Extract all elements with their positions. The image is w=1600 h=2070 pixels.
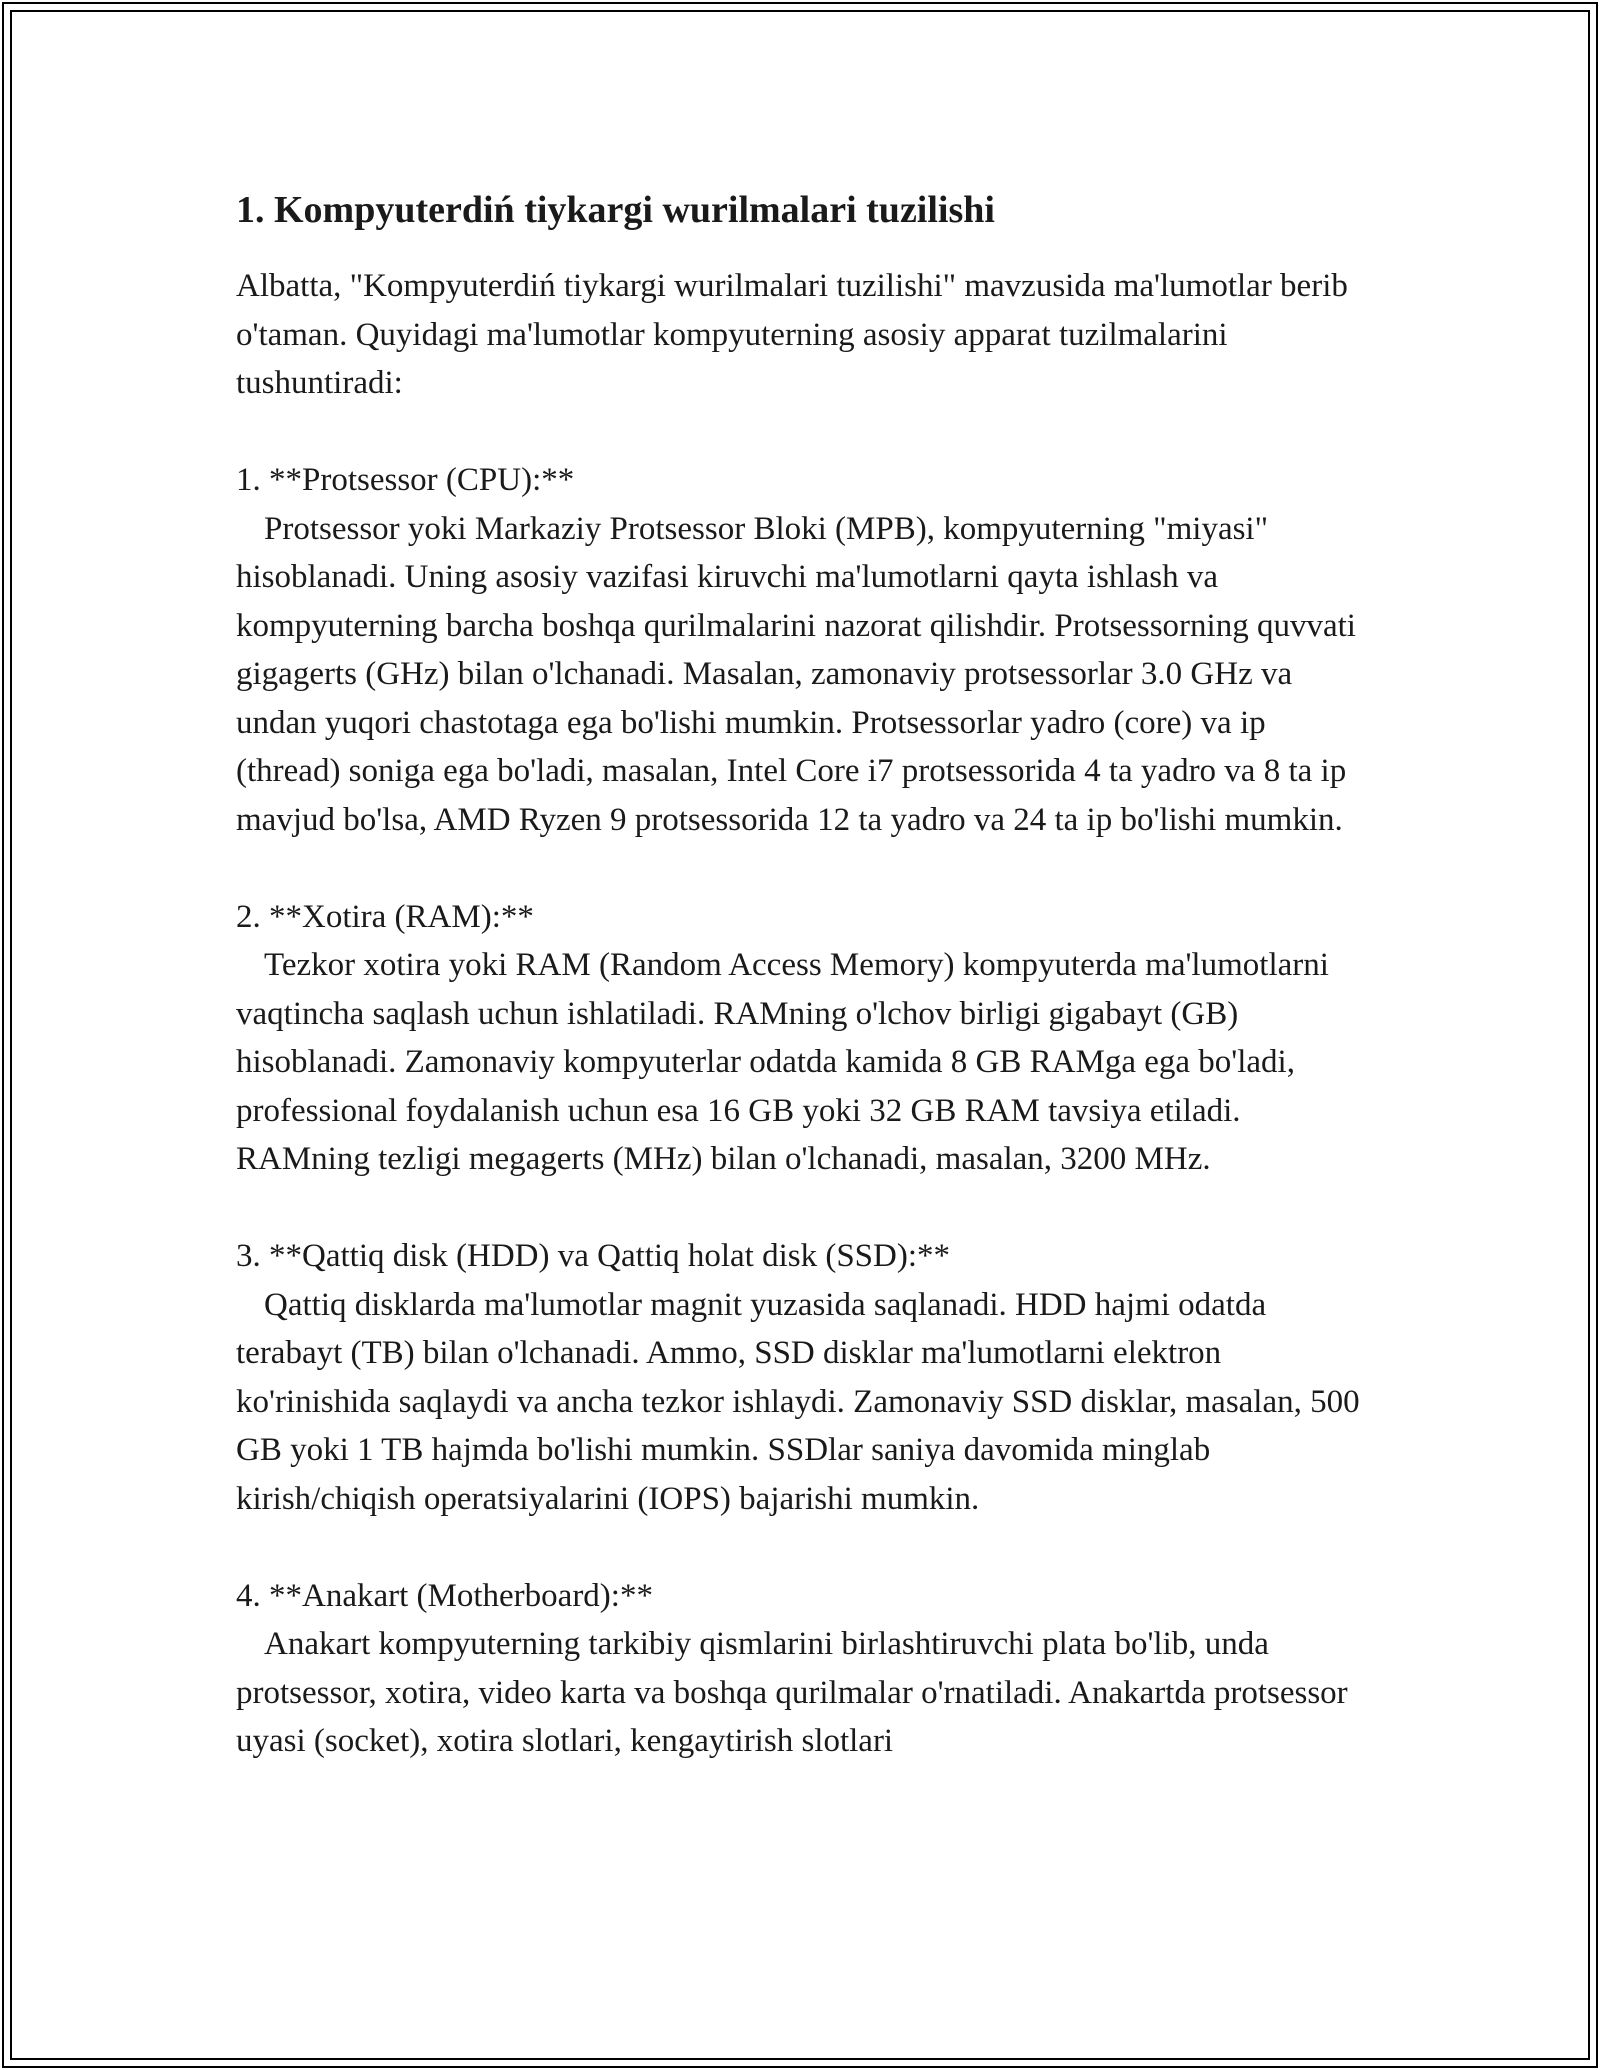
document-body <box>236 186 1376 1814</box>
document-title: 1. Kompyuterdiń tiykargi wurilmalari tuzilishi <box>236 189 995 231</box>
item-heading: 4. **Anakart (Motherboard):** <box>236 1577 653 1614</box>
item-heading: 1. **Protsessor (CPU):** <box>236 462 575 498</box>
item-body: Qattiq disklarda ma'lumotlar magnit yuzasida saqlanadi. HDD hajmi odatda terabayt (TB) bilan o'lchanadi. Ammo, SSD disklar ma'lumotlarni elektron ko'rinishida saqlaydi va ancha tezkor ishlaydi. Zamonaviy SSD disklar, masalan, 500 GB yoki 1 TB hajmda bo'lishi mumkin. SSDlar saniya davomida minglab kirish/chiqish operatsiyalarini (IOPS) bajarishi mumkin. <box>236 1286 1360 1517</box>
item-body: Anakart kompyuterning tarkibiy qismlarini birlashtiruvchi plata bo'lib, unda protsessor, xotira, video karta va boshqa qurilmalar o'rnatiladi. Anakartda protsessor uyasi (socket), xotira slotlari, kengaytirish slotlari <box>236 1626 1348 1759</box>
item-heading: 2. **Xotira (RAM):** <box>236 898 534 935</box>
item-body: Tezkor xotira yoki RAM (Random Access Memory) kompyuterda ma'lumotlarni vaqtincha saqlash uchun ishlatiladi. RAMning o'lchov birligi gigabayt (GB) hisoblanadi. Zamonaviy kompyuterlar odatda kamida 8 GB RAMga ega bo'ladi, professional foydalanish uchun esa 16 GB yoki 32 GB RAM tavsiya etiladi. RAMning tezligi megagerts (MHz) bilan o'lchanadi, masalan, 3200 MHz. <box>236 947 1329 1177</box>
list-item-motherboard <box>236 1572 1376 1766</box>
list-item-disk <box>236 1232 1376 1523</box>
list-item-cpu <box>236 456 1376 844</box>
item-heading: 3. **Qattiq disk (HDD) va Qattiq holat disk (SSD):** <box>236 1238 951 1274</box>
item-body: Protsessor yoki Markaziy Protsessor Bloki (MPB), kompyuterning "miyasi" hisoblanadi. Uning asosiy vazifasi kiruvchi ma'lumotlarni qayta ishlash va kompyuterning barcha boshqa qurilmalarini nazorat qilishdir. Protsessorning quvvati gigagerts (GHz) bilan o'lchanadi. Masalan, zamonaviy protsessorlar 3.0 GHz va undan yuqori chastotaga ega bo'lishi mumkin. Protsessorlar yadro (core) va ip (thread) soniga ega bo'ladi, masalan, Intel Core i7 protsessorida 4 ta yadro va 8 ta ip mavjud bo'lsa, AMD Ryzen 9 protsessorida 12 ta yadro va 24 ta ip bo'lishi mumkin. <box>236 510 1356 838</box>
intro-paragraph: Albatta, "Kompyuterdiń tiykargi wurilmalari tuzilishi" mavzusida ma'lumotlar berib o'taman. Quyidagi ma'lumotlar kompyuterning asosiy apparat tuzilmalarini tushuntiradi: <box>236 268 1348 401</box>
list-item-ram <box>236 893 1376 1184</box>
